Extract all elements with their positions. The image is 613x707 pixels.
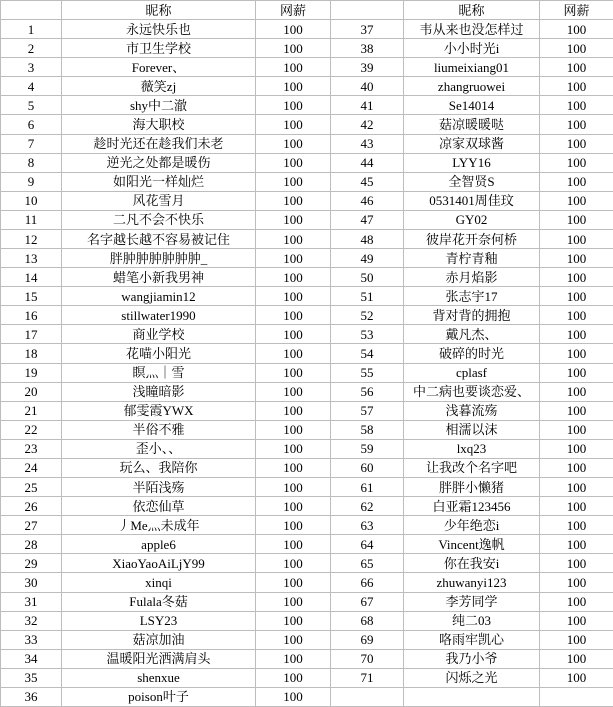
cell-index-right[interactable]: 45 <box>331 173 404 192</box>
cell-salary-right[interactable]: 100 <box>540 612 613 631</box>
cell-nickname-right[interactable]: GY02 <box>404 211 540 230</box>
cell-salary-right[interactable]: 100 <box>540 516 613 535</box>
cell-index-right[interactable]: 69 <box>331 631 404 650</box>
cell-salary-left[interactable]: 100 <box>256 669 331 688</box>
cell-nickname-left[interactable]: 温暖阳光洒满肩头 <box>62 650 256 669</box>
cell-nickname-right[interactable]: 0531401周佳玟 <box>404 192 540 211</box>
cell-nickname-right[interactable]: 青柠青釉 <box>404 249 540 268</box>
cell-nickname-right[interactable]: 浅暮流殇 <box>404 402 540 421</box>
cell-index-left[interactable]: 32 <box>1 612 62 631</box>
cell-nickname-right[interactable]: 胖胖小懒猪 <box>404 478 540 497</box>
cell-salary-right[interactable]: 100 <box>540 211 613 230</box>
cell-nickname-left[interactable]: 永远快乐也 <box>62 20 256 39</box>
cell-index-right[interactable]: 71 <box>331 669 404 688</box>
cell-index-right[interactable]: 58 <box>331 421 404 440</box>
cell-salary-right[interactable]: 100 <box>540 20 613 39</box>
cell-salary-right[interactable]: 100 <box>540 96 613 115</box>
cell-nickname-left[interactable]: XiaoYaoAiLjY99 <box>62 554 256 573</box>
cell-nickname-right[interactable]: lxq23 <box>404 440 540 459</box>
cell-index-right[interactable]: 48 <box>331 230 404 249</box>
cell-salary-left[interactable]: 100 <box>256 535 331 554</box>
cell-index-left[interactable]: 22 <box>1 421 62 440</box>
cell-salary-left[interactable]: 100 <box>256 593 331 612</box>
cell-salary-left[interactable]: 100 <box>256 650 331 669</box>
cell-salary-left[interactable]: 100 <box>256 612 331 631</box>
cell-nickname-right[interactable]: 让我改个名字吧 <box>404 459 540 478</box>
cell-index-right[interactable]: 46 <box>331 192 404 211</box>
cell-nickname-right[interactable]: zhuwanyi123 <box>404 573 540 592</box>
cell-nickname-left[interactable]: 商业学校 <box>62 325 256 344</box>
cell-index-right[interactable]: 61 <box>331 478 404 497</box>
cell-salary-right[interactable]: 100 <box>540 497 613 516</box>
column-header-index-right[interactable] <box>331 1 404 20</box>
cell-salary-right[interactable]: 100 <box>540 421 613 440</box>
cell-salary-right[interactable]: 100 <box>540 230 613 249</box>
cell-salary-left[interactable]: 100 <box>256 383 331 402</box>
cell-nickname-left[interactable]: 蜡笔小新我男神 <box>62 268 256 287</box>
cell-nickname-right[interactable]: 张志宇17 <box>404 287 540 306</box>
cell-salary-left[interactable]: 100 <box>256 173 331 192</box>
cell-salary-right[interactable] <box>540 688 613 707</box>
cell-index-right[interactable]: 53 <box>331 325 404 344</box>
cell-index-right[interactable]: 43 <box>331 135 404 154</box>
cell-nickname-right[interactable]: LYY16 <box>404 154 540 173</box>
cell-nickname-left[interactable]: 花喵小阳光 <box>62 344 256 363</box>
cell-index-right[interactable]: 57 <box>331 402 404 421</box>
cell-index-right[interactable]: 41 <box>331 96 404 115</box>
cell-nickname-left[interactable]: xinqi <box>62 573 256 592</box>
column-header-index-left[interactable] <box>1 1 62 20</box>
cell-salary-right[interactable]: 100 <box>540 573 613 592</box>
cell-nickname-left[interactable]: 逆光之处都是暖伤 <box>62 154 256 173</box>
cell-nickname-left[interactable]: 薇笑zj <box>62 77 256 96</box>
cell-index-right[interactable]: 70 <box>331 650 404 669</box>
cell-nickname-right[interactable]: zhangruowei <box>404 77 540 96</box>
cell-nickname-right[interactable]: 菇凉暖暖哒 <box>404 115 540 134</box>
cell-nickname-right[interactable]: liumeixiang01 <box>404 58 540 77</box>
cell-nickname-right[interactable] <box>404 688 540 707</box>
cell-index-left[interactable]: 16 <box>1 306 62 325</box>
cell-salary-right[interactable]: 100 <box>540 554 613 573</box>
cell-salary-left[interactable]: 100 <box>256 20 331 39</box>
cell-index-right[interactable]: 42 <box>331 115 404 134</box>
cell-nickname-right[interactable]: cplasf <box>404 364 540 383</box>
cell-index-left[interactable]: 3 <box>1 58 62 77</box>
cell-index-left[interactable]: 6 <box>1 115 62 134</box>
cell-nickname-left[interactable]: 半陌浅殇 <box>62 478 256 497</box>
cell-salary-left[interactable]: 100 <box>256 688 331 707</box>
cell-nickname-left[interactable]: 胖肿肿肿肿肿肿_ <box>62 249 256 268</box>
cell-index-left[interactable]: 17 <box>1 325 62 344</box>
cell-nickname-left[interactable]: 歪小、、 <box>62 440 256 459</box>
cell-index-left[interactable]: 5 <box>1 96 62 115</box>
cell-index-left[interactable]: 36 <box>1 688 62 707</box>
cell-salary-right[interactable]: 100 <box>540 593 613 612</box>
cell-salary-right[interactable]: 100 <box>540 268 613 287</box>
cell-salary-right[interactable]: 100 <box>540 325 613 344</box>
cell-nickname-left[interactable]: shy中二澈 <box>62 96 256 115</box>
cell-index-right[interactable]: 59 <box>331 440 404 459</box>
cell-index-right[interactable]: 44 <box>331 154 404 173</box>
cell-salary-right[interactable]: 100 <box>540 383 613 402</box>
cell-index-left[interactable]: 1 <box>1 20 62 39</box>
cell-index-left[interactable]: 28 <box>1 535 62 554</box>
column-header-salary-right[interactable]: 网薪 <box>540 1 613 20</box>
cell-salary-left[interactable]: 100 <box>256 306 331 325</box>
cell-salary-left[interactable]: 100 <box>256 364 331 383</box>
cell-index-right[interactable]: 49 <box>331 249 404 268</box>
column-header-nickname-left[interactable]: 昵称 <box>62 1 256 20</box>
cell-nickname-left[interactable]: 二凡不会不快乐 <box>62 211 256 230</box>
cell-index-right[interactable]: 62 <box>331 497 404 516</box>
cell-index-left[interactable]: 18 <box>1 344 62 363</box>
cell-index-left[interactable]: 11 <box>1 211 62 230</box>
cell-nickname-right[interactable]: 戴凡杰、 <box>404 325 540 344</box>
cell-index-right[interactable]: 55 <box>331 364 404 383</box>
cell-salary-left[interactable]: 100 <box>256 497 331 516</box>
cell-nickname-right[interactable]: 中二病也要谈恋爱、 <box>404 383 540 402</box>
cell-nickname-right[interactable]: 咯雨牢凯心 <box>404 631 540 650</box>
cell-salary-right[interactable]: 100 <box>540 58 613 77</box>
cell-salary-left[interactable]: 100 <box>256 268 331 287</box>
cell-salary-right[interactable]: 100 <box>540 631 613 650</box>
cell-index-right[interactable]: 51 <box>331 287 404 306</box>
cell-salary-left[interactable]: 100 <box>256 115 331 134</box>
cell-nickname-left[interactable]: apple6 <box>62 535 256 554</box>
cell-index-right[interactable]: 67 <box>331 593 404 612</box>
cell-index-right[interactable]: 68 <box>331 612 404 631</box>
cell-nickname-right[interactable]: 我乃小爷 <box>404 650 540 669</box>
cell-nickname-left[interactable]: 半俗不雅 <box>62 421 256 440</box>
cell-nickname-right[interactable]: Vincent逸帆 <box>404 535 540 554</box>
cell-index-right[interactable]: 52 <box>331 306 404 325</box>
cell-salary-right[interactable]: 100 <box>540 287 613 306</box>
cell-index-left[interactable]: 30 <box>1 573 62 592</box>
cell-index-left[interactable]: 13 <box>1 249 62 268</box>
cell-salary-left[interactable]: 100 <box>256 77 331 96</box>
cell-salary-left[interactable]: 100 <box>256 230 331 249</box>
cell-index-right[interactable]: 40 <box>331 77 404 96</box>
cell-salary-left[interactable]: 100 <box>256 192 331 211</box>
cell-index-left[interactable]: 2 <box>1 39 62 58</box>
cell-nickname-left[interactable]: 瞑灬｜雪 <box>62 364 256 383</box>
cell-salary-left[interactable]: 100 <box>256 573 331 592</box>
cell-nickname-right[interactable]: 李芳同学 <box>404 593 540 612</box>
cell-index-right[interactable]: 64 <box>331 535 404 554</box>
cell-salary-right[interactable]: 100 <box>540 135 613 154</box>
cell-nickname-right[interactable]: 韦从来也没怎样过 <box>404 20 540 39</box>
cell-salary-right[interactable]: 100 <box>540 249 613 268</box>
cell-nickname-right[interactable]: 相濡以沫 <box>404 421 540 440</box>
cell-nickname-right[interactable]: 闪烁之光 <box>404 669 540 688</box>
cell-index-left[interactable]: 19 <box>1 364 62 383</box>
cell-salary-left[interactable]: 100 <box>256 211 331 230</box>
cell-salary-left[interactable]: 100 <box>256 402 331 421</box>
cell-nickname-left[interactable]: 趁时光还在趁我们未老 <box>62 135 256 154</box>
cell-nickname-left[interactable]: 玩么、我陪你 <box>62 459 256 478</box>
cell-salary-left[interactable]: 100 <box>256 135 331 154</box>
cell-nickname-right[interactable]: 彼岸花开奈何桥 <box>404 230 540 249</box>
cell-index-right[interactable]: 38 <box>331 39 404 58</box>
cell-index-right[interactable]: 56 <box>331 383 404 402</box>
cell-salary-left[interactable]: 100 <box>256 344 331 363</box>
cell-index-left[interactable]: 20 <box>1 383 62 402</box>
cell-index-left[interactable]: 9 <box>1 173 62 192</box>
cell-salary-left[interactable]: 100 <box>256 440 331 459</box>
cell-nickname-left[interactable]: Forever、 <box>62 58 256 77</box>
cell-index-left[interactable]: 33 <box>1 631 62 650</box>
cell-index-right[interactable]: 65 <box>331 554 404 573</box>
cell-nickname-left[interactable]: Fulala冬菇 <box>62 593 256 612</box>
cell-index-left[interactable]: 7 <box>1 135 62 154</box>
cell-index-left[interactable]: 34 <box>1 650 62 669</box>
cell-salary-left[interactable]: 100 <box>256 249 331 268</box>
cell-index-right[interactable]: 50 <box>331 268 404 287</box>
cell-salary-right[interactable]: 100 <box>540 173 613 192</box>
cell-nickname-right[interactable]: 背对背的拥抱 <box>404 306 540 325</box>
cell-nickname-left[interactable]: 市卫生学校 <box>62 39 256 58</box>
cell-nickname-right[interactable]: 纯二03 <box>404 612 540 631</box>
cell-salary-left[interactable]: 100 <box>256 154 331 173</box>
cell-index-right[interactable]: 63 <box>331 516 404 535</box>
cell-salary-left[interactable]: 100 <box>256 459 331 478</box>
cell-salary-right[interactable]: 100 <box>540 669 613 688</box>
cell-index-right[interactable]: 47 <box>331 211 404 230</box>
cell-nickname-left[interactable]: 郁雯霞YWX <box>62 402 256 421</box>
cell-nickname-left[interactable]: stillwater1990 <box>62 306 256 325</box>
cell-nickname-left[interactable]: poison叶子 <box>62 688 256 707</box>
cell-nickname-right[interactable]: 凉家双球酱 <box>404 135 540 154</box>
cell-salary-left[interactable]: 100 <box>256 325 331 344</box>
cell-index-left[interactable]: 29 <box>1 554 62 573</box>
cell-nickname-right[interactable]: 赤月焰影 <box>404 268 540 287</box>
cell-index-left[interactable]: 25 <box>1 478 62 497</box>
cell-salary-right[interactable]: 100 <box>540 344 613 363</box>
cell-nickname-left[interactable]: 丿Me灬未成年 <box>62 516 256 535</box>
cell-salary-right[interactable]: 100 <box>540 650 613 669</box>
cell-salary-right[interactable]: 100 <box>540 306 613 325</box>
cell-nickname-left[interactable]: 如阳光一样灿烂 <box>62 173 256 192</box>
cell-index-left[interactable]: 14 <box>1 268 62 287</box>
cell-index-left[interactable]: 26 <box>1 497 62 516</box>
cell-salary-right[interactable]: 100 <box>540 115 613 134</box>
cell-salary-right[interactable]: 100 <box>540 535 613 554</box>
cell-salary-left[interactable]: 100 <box>256 287 331 306</box>
cell-salary-left[interactable]: 100 <box>256 478 331 497</box>
cell-index-left[interactable]: 12 <box>1 230 62 249</box>
cell-nickname-right[interactable]: Se14014 <box>404 96 540 115</box>
cell-nickname-left[interactable]: LSY23 <box>62 612 256 631</box>
cell-index-right[interactable] <box>331 688 404 707</box>
cell-nickname-left[interactable]: 海大职校 <box>62 115 256 134</box>
cell-index-left[interactable]: 35 <box>1 669 62 688</box>
cell-salary-right[interactable]: 100 <box>540 440 613 459</box>
cell-nickname-right[interactable]: 小小时光i <box>404 39 540 58</box>
cell-index-right[interactable]: 60 <box>331 459 404 478</box>
cell-salary-right[interactable]: 100 <box>540 364 613 383</box>
cell-salary-right[interactable]: 100 <box>540 402 613 421</box>
cell-salary-right[interactable]: 100 <box>540 77 613 96</box>
cell-index-left[interactable]: 31 <box>1 593 62 612</box>
cell-index-right[interactable]: 54 <box>331 344 404 363</box>
cell-nickname-left[interactable]: 菇凉加油 <box>62 631 256 650</box>
column-header-nickname-right[interactable]: 昵称 <box>404 1 540 20</box>
cell-index-left[interactable]: 27 <box>1 516 62 535</box>
cell-salary-right[interactable]: 100 <box>540 192 613 211</box>
cell-salary-right[interactable]: 100 <box>540 459 613 478</box>
cell-index-left[interactable]: 4 <box>1 77 62 96</box>
cell-salary-left[interactable]: 100 <box>256 96 331 115</box>
cell-salary-right[interactable]: 100 <box>540 154 613 173</box>
cell-index-right[interactable]: 39 <box>331 58 404 77</box>
cell-index-left[interactable]: 24 <box>1 459 62 478</box>
cell-salary-left[interactable]: 100 <box>256 516 331 535</box>
cell-nickname-left[interactable]: shenxue <box>62 669 256 688</box>
cell-nickname-right[interactable]: 白亚霜123456 <box>404 497 540 516</box>
cell-index-left[interactable]: 23 <box>1 440 62 459</box>
cell-nickname-left[interactable]: 依恋仙草 <box>62 497 256 516</box>
cell-index-left[interactable]: 15 <box>1 287 62 306</box>
cell-index-left[interactable]: 21 <box>1 402 62 421</box>
cell-index-left[interactable]: 10 <box>1 192 62 211</box>
cell-salary-left[interactable]: 100 <box>256 631 331 650</box>
cell-salary-left[interactable]: 100 <box>256 58 331 77</box>
cell-nickname-left[interactable]: wangjiamin12 <box>62 287 256 306</box>
cell-salary-left[interactable]: 100 <box>256 39 331 58</box>
cell-nickname-right[interactable]: 全智贤S <box>404 173 540 192</box>
column-header-salary-left[interactable]: 网薪 <box>256 1 331 20</box>
cell-salary-right[interactable]: 100 <box>540 39 613 58</box>
cell-salary-right[interactable]: 100 <box>540 478 613 497</box>
cell-nickname-right[interactable]: 少年绝恋i <box>404 516 540 535</box>
cell-nickname-left[interactable]: 名字越长越不容易被记住 <box>62 230 256 249</box>
cell-nickname-right[interactable]: 你在我安i <box>404 554 540 573</box>
cell-nickname-left[interactable]: 风花雪月 <box>62 192 256 211</box>
cell-salary-left[interactable]: 100 <box>256 421 331 440</box>
cell-index-right[interactable]: 37 <box>331 20 404 39</box>
cell-salary-left[interactable]: 100 <box>256 554 331 573</box>
cell-index-left[interactable]: 8 <box>1 154 62 173</box>
cell-nickname-left[interactable]: 浅瞳暗影 <box>62 383 256 402</box>
cell-nickname-right[interactable]: 破碎的时光 <box>404 344 540 363</box>
cell-index-right[interactable]: 66 <box>331 573 404 592</box>
